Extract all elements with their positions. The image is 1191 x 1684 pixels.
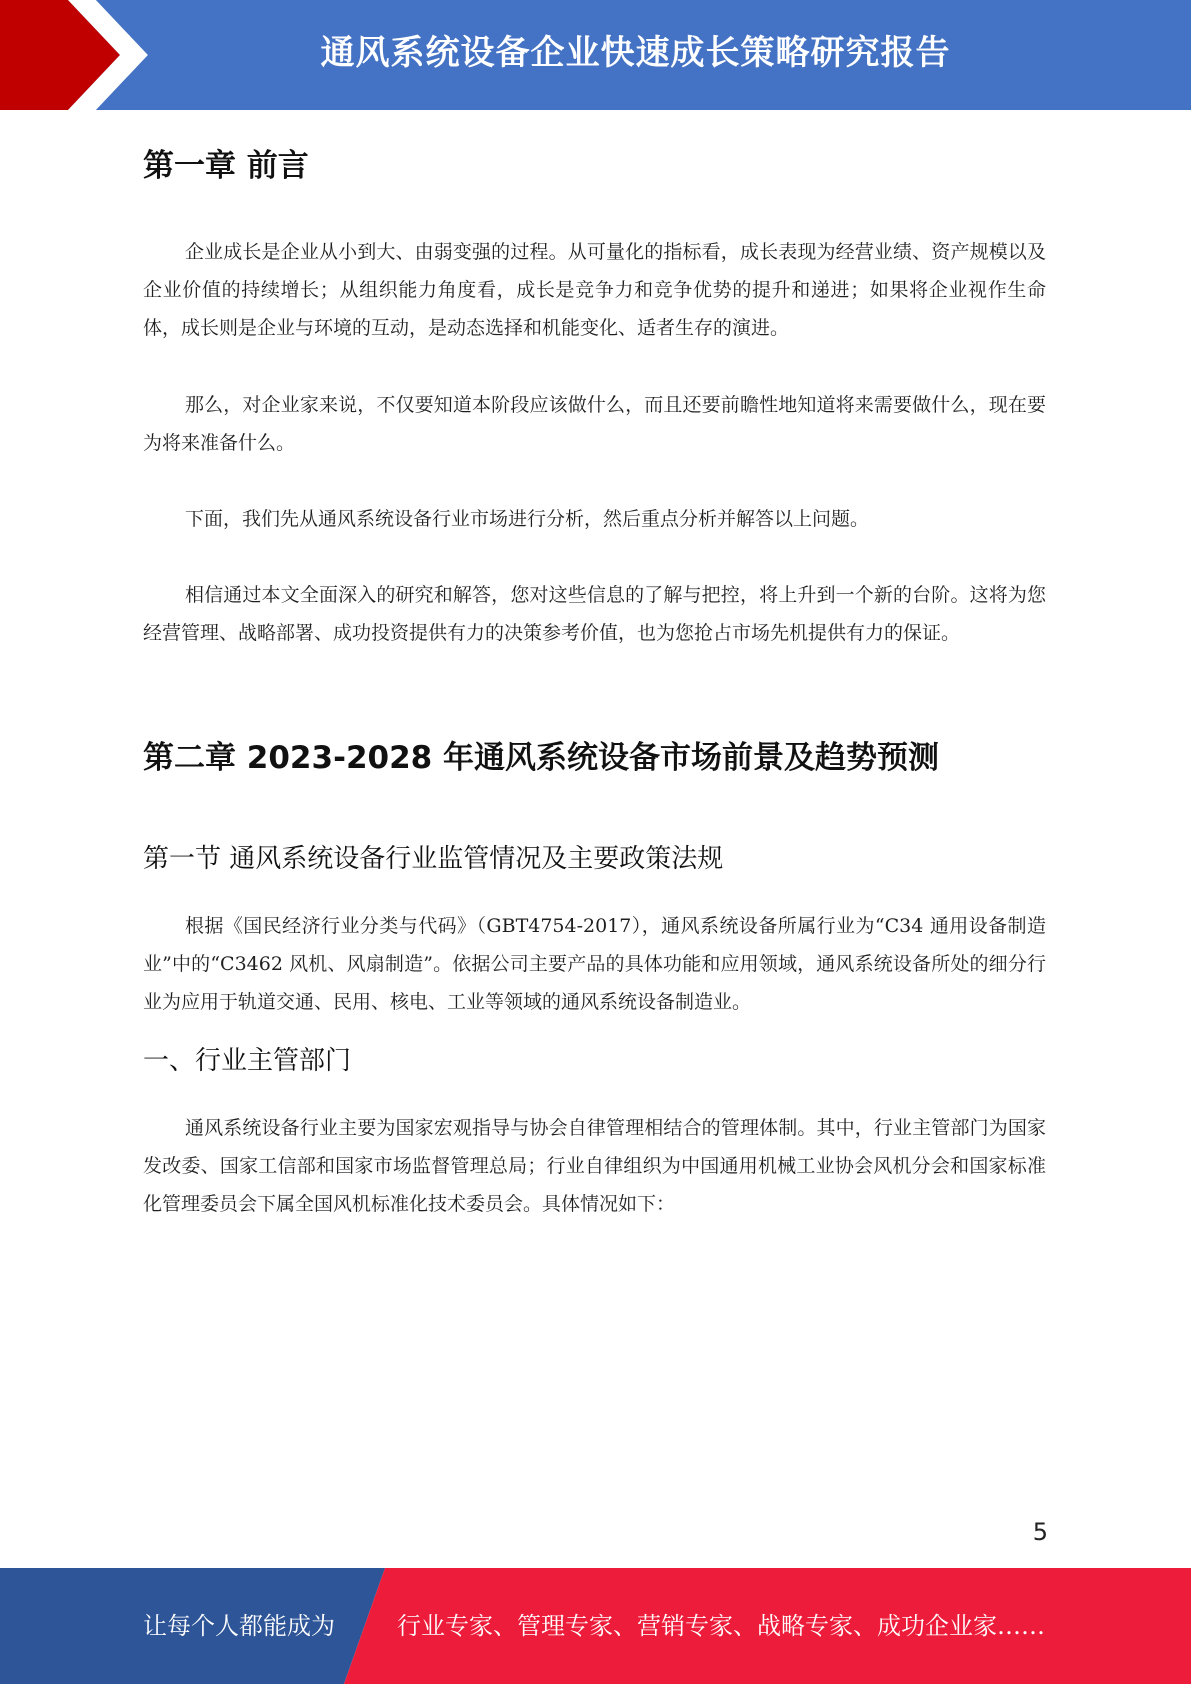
chapter-1-paragraph-2: 那么，对企业家来说，不仅要知道本阶段应该做什么，而且还要前瞻性地知道将来需要做什么，现在要为将来准备什么。 bbox=[143, 394, 1046, 454]
chapter-1-paragraph-3: 下面，我们先从通风系统设备行业市场进行分析，然后重点分析并解答以上问题。 bbox=[185, 508, 870, 530]
chapter-1-heading: 第一章 前言 bbox=[143, 148, 309, 184]
section-1-heading: 第一节 通风系统设备行业监管情况及主要政策法规 bbox=[143, 844, 724, 874]
page-footer bbox=[0, 1568, 1191, 1684]
chapter-1-paragraph-1: 企业成长是企业从小到大、由弱变强的过程。从可量化的指标看，成长表现为经营业绩、资产规模以及企业价值的持续增长；从组织能力角度看，成长是竞争力和竞争优势的提升和递进；如果将企业视作生命体，成长则是企业与环境的互动，是动态选择和机能变化、适者生存的演进。 bbox=[143, 241, 1046, 339]
page-number: 5 bbox=[1032, 1518, 1048, 1546]
section-1-paragraph: 根据《国民经济行业分类与代码》（GBT4754-2017），通风系统设备所属行业为“C34 通用设备制造业”中的“C3462 风机、风扇制造”。依据公司主要产品的具体功能和应用领域，通风系统设备所处的细分行业为应用于轨道交通、民用、核电、工业等领域的通风系统设备制造业。 bbox=[143, 915, 1046, 1013]
footer-slogan-right: 行业专家、管理专家、营销专家、战略专家、成功企业家…… bbox=[397, 1612, 1045, 1640]
chapter-2-heading: 第二章 2023-2028 年通风系统设备市场前景及趋势预测 bbox=[143, 740, 940, 776]
report-title: 通风系统设备企业快速成长策略研究报告 bbox=[320, 33, 951, 73]
chapter-1-paragraph-4: 相信通过本文全面深入的研究和解答，您对这些信息的了解与把控，将上升到一个新的台阶。这将为您经营管理、战略部署、成功投资提供有力的决策参考价值，也为您抢占市场先机提供有力的保证。 bbox=[143, 584, 1046, 644]
subsection-1-paragraph: 通风系统设备行业主要为国家宏观指导与协会自律管理相结合的管理体制。其中，行业主管部门为国家发改委、国家工信部和国家市场监督管理总局；行业自律组织为中国通用机械工业协会风机分会和国家标准化管理委员会下属全国风机标准化技术委员会。具体情况如下： bbox=[143, 1117, 1046, 1215]
page-header bbox=[0, 0, 1191, 110]
subsection-1-heading: 一、行业主管部门 bbox=[143, 1046, 352, 1076]
footer-slogan-left: 让每个人都能成为 bbox=[143, 1612, 335, 1640]
red-chevron-ribbon bbox=[0, 0, 160, 110]
